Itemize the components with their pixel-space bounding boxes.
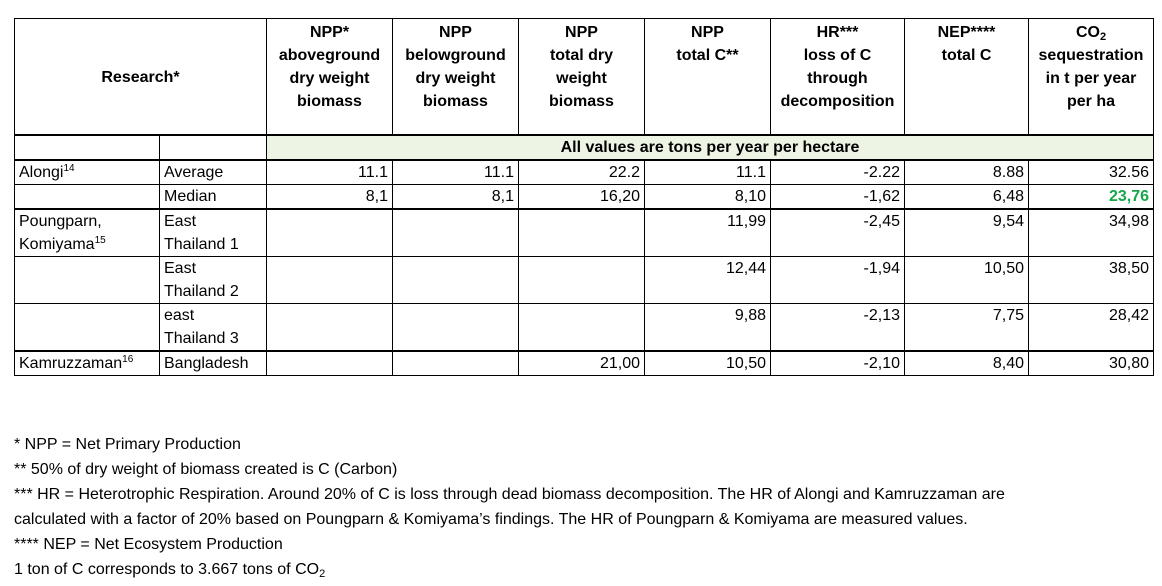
empty-cell (267, 257, 393, 304)
header-line: biomass (297, 93, 362, 110)
empty-cell (15, 304, 160, 352)
header-research: Research* (15, 19, 267, 136)
header-line: biomass (549, 93, 614, 110)
value-cell: 8.88 (905, 160, 1029, 185)
value-cell: 8,1 (393, 185, 519, 210)
value-cell: 30,80 (1029, 351, 1154, 376)
label-line: East (164, 260, 197, 277)
label-line: east (164, 307, 195, 324)
conversion-text: 1 ton of C corresponds to 3.667 tons of CO (14, 561, 320, 578)
footnote-hr-continued: calculated with a factor of 20% based on Poungparn & Komiyama’s findings. The HR of Poungparn & Komiyama are measured values. (14, 511, 968, 528)
empty-cell (160, 135, 267, 160)
header-line: loss of C (803, 47, 872, 64)
value-cell: 8,10 (645, 185, 771, 210)
header-line: total C** (676, 47, 739, 64)
reference-number: 16 (122, 354, 134, 365)
header-line: in t per year (1045, 70, 1137, 87)
row-label: Average (160, 160, 267, 185)
header-line: through (807, 70, 868, 87)
header-co2 (1029, 19, 1154, 136)
value-cell: 9,54 (905, 209, 1029, 257)
value-cell: -2,10 (771, 351, 905, 376)
label-line: East (164, 213, 197, 230)
value-cell: 22.2 (519, 160, 645, 185)
value-cell: -2,45 (771, 209, 905, 257)
label-line: Thailand 1 (164, 236, 239, 253)
header-nep (905, 19, 1029, 136)
header-line: dry weight (415, 70, 496, 87)
header-npp-aboveground (267, 19, 393, 136)
header-hr (771, 19, 905, 136)
empty-cell (519, 209, 645, 257)
header-line (1033, 21, 1149, 44)
header-line: NPP (439, 24, 472, 41)
value-cell: 34,98 (1029, 209, 1154, 257)
co2-subscript: 2 (1099, 31, 1107, 43)
value-cell: 38,50 (1029, 257, 1154, 304)
value-cell: 9,88 (645, 304, 771, 352)
value-cell: 32.56 (1029, 160, 1154, 185)
footnotes (14, 432, 1154, 582)
value-cell: 8,40 (905, 351, 1029, 376)
header-line: weight (556, 70, 607, 87)
value-cell: 10,50 (905, 257, 1029, 304)
co2-text: CO (1075, 24, 1100, 41)
empty-cell (267, 304, 393, 352)
author-name-line: Komiyama (19, 236, 95, 253)
footnote-nep: **** NEP = Net Ecosystem Production (14, 536, 283, 553)
empty-cell (393, 209, 519, 257)
empty-cell (393, 304, 519, 352)
header-line: NPP (565, 24, 598, 41)
empty-cell (519, 257, 645, 304)
empty-cell (15, 257, 160, 304)
header-line: NPP* (309, 24, 350, 41)
author-name (19, 233, 155, 256)
value-cell: 12,44 (645, 257, 771, 304)
research-name (15, 209, 160, 257)
empty-cell (267, 209, 393, 257)
footnote-hr: *** HR = Heterotrophic Respiration. Around 20% of C is loss through dead biomass decomposition. The HR of Alongi and Kamruzzaman are (14, 486, 1005, 503)
empty-cell (519, 304, 645, 352)
header-line: HR*** (816, 24, 859, 41)
header-line: total dry (549, 47, 614, 64)
footnote-carbon: ** 50% of dry weight of biomass created is C (Carbon) (14, 461, 398, 478)
author-name: Alongi (19, 164, 64, 181)
value-cell: 16,20 (519, 185, 645, 210)
reference-number: 14 (63, 163, 75, 174)
empty-cell (393, 257, 519, 304)
row-label (160, 257, 267, 304)
reference-number: 15 (94, 235, 106, 246)
table-row (15, 185, 1154, 210)
empty-cell (15, 135, 160, 160)
header-line: sequestration (1038, 47, 1144, 64)
row-label: Median (160, 185, 267, 210)
header-npp-belowground (393, 19, 519, 136)
row-label (160, 304, 267, 352)
value-cell: 10,50 (645, 351, 771, 376)
header-line: NPP (691, 24, 724, 41)
empty-cell (267, 351, 393, 376)
header-line: NEP**** (937, 24, 996, 41)
table-row (15, 257, 1154, 304)
value-cell: 7,75 (905, 304, 1029, 352)
footnote-conversion (14, 557, 1154, 582)
footnote-npp: * NPP = Net Primary Production (14, 436, 241, 453)
header-line: aboveground (278, 47, 381, 64)
header-npp-total-dry (519, 19, 645, 136)
value-cell: -1,62 (771, 185, 905, 210)
label-line: Thailand 2 (164, 283, 239, 300)
value-cell: 11.1 (393, 160, 519, 185)
header-line: belowground (405, 47, 506, 64)
research-name (15, 160, 160, 185)
unit-note: All values are tons per year per hectare (267, 135, 1154, 160)
value-cell: 28,42 (1029, 304, 1154, 352)
empty-cell (393, 351, 519, 376)
header-line: decomposition (780, 93, 895, 110)
label-line: Thailand 3 (164, 330, 239, 347)
header-line: per ha (1066, 93, 1115, 110)
table-row (15, 304, 1154, 352)
header-line: dry weight (289, 70, 370, 87)
value-cell: 8,1 (267, 185, 393, 210)
header-line: total C (941, 47, 992, 64)
unit-row (15, 135, 1154, 160)
author-name: Poungparn, (19, 213, 102, 230)
value-cell: 11,99 (645, 209, 771, 257)
table-row (15, 351, 1154, 376)
value-cell: -2,13 (771, 304, 905, 352)
research-name (15, 351, 160, 376)
header-npp-total-c (645, 19, 771, 136)
value-cell: -2.22 (771, 160, 905, 185)
row-label (160, 209, 267, 257)
co2-subscript: 2 (319, 568, 326, 580)
header-row (15, 19, 1154, 136)
results-table (14, 18, 1154, 376)
empty-cell (15, 185, 160, 210)
table-row (15, 160, 1154, 185)
table-row (15, 209, 1154, 257)
value-cell: 11.1 (267, 160, 393, 185)
highlighted-value-cell: 23,76 (1029, 185, 1154, 210)
row-label: Bangladesh (160, 351, 267, 376)
header-line: biomass (423, 93, 488, 110)
value-cell: 21,00 (519, 351, 645, 376)
value-cell: 6,48 (905, 185, 1029, 210)
value-cell: -1,94 (771, 257, 905, 304)
author-name: Kamruzzaman (19, 355, 123, 372)
value-cell: 11.1 (645, 160, 771, 185)
